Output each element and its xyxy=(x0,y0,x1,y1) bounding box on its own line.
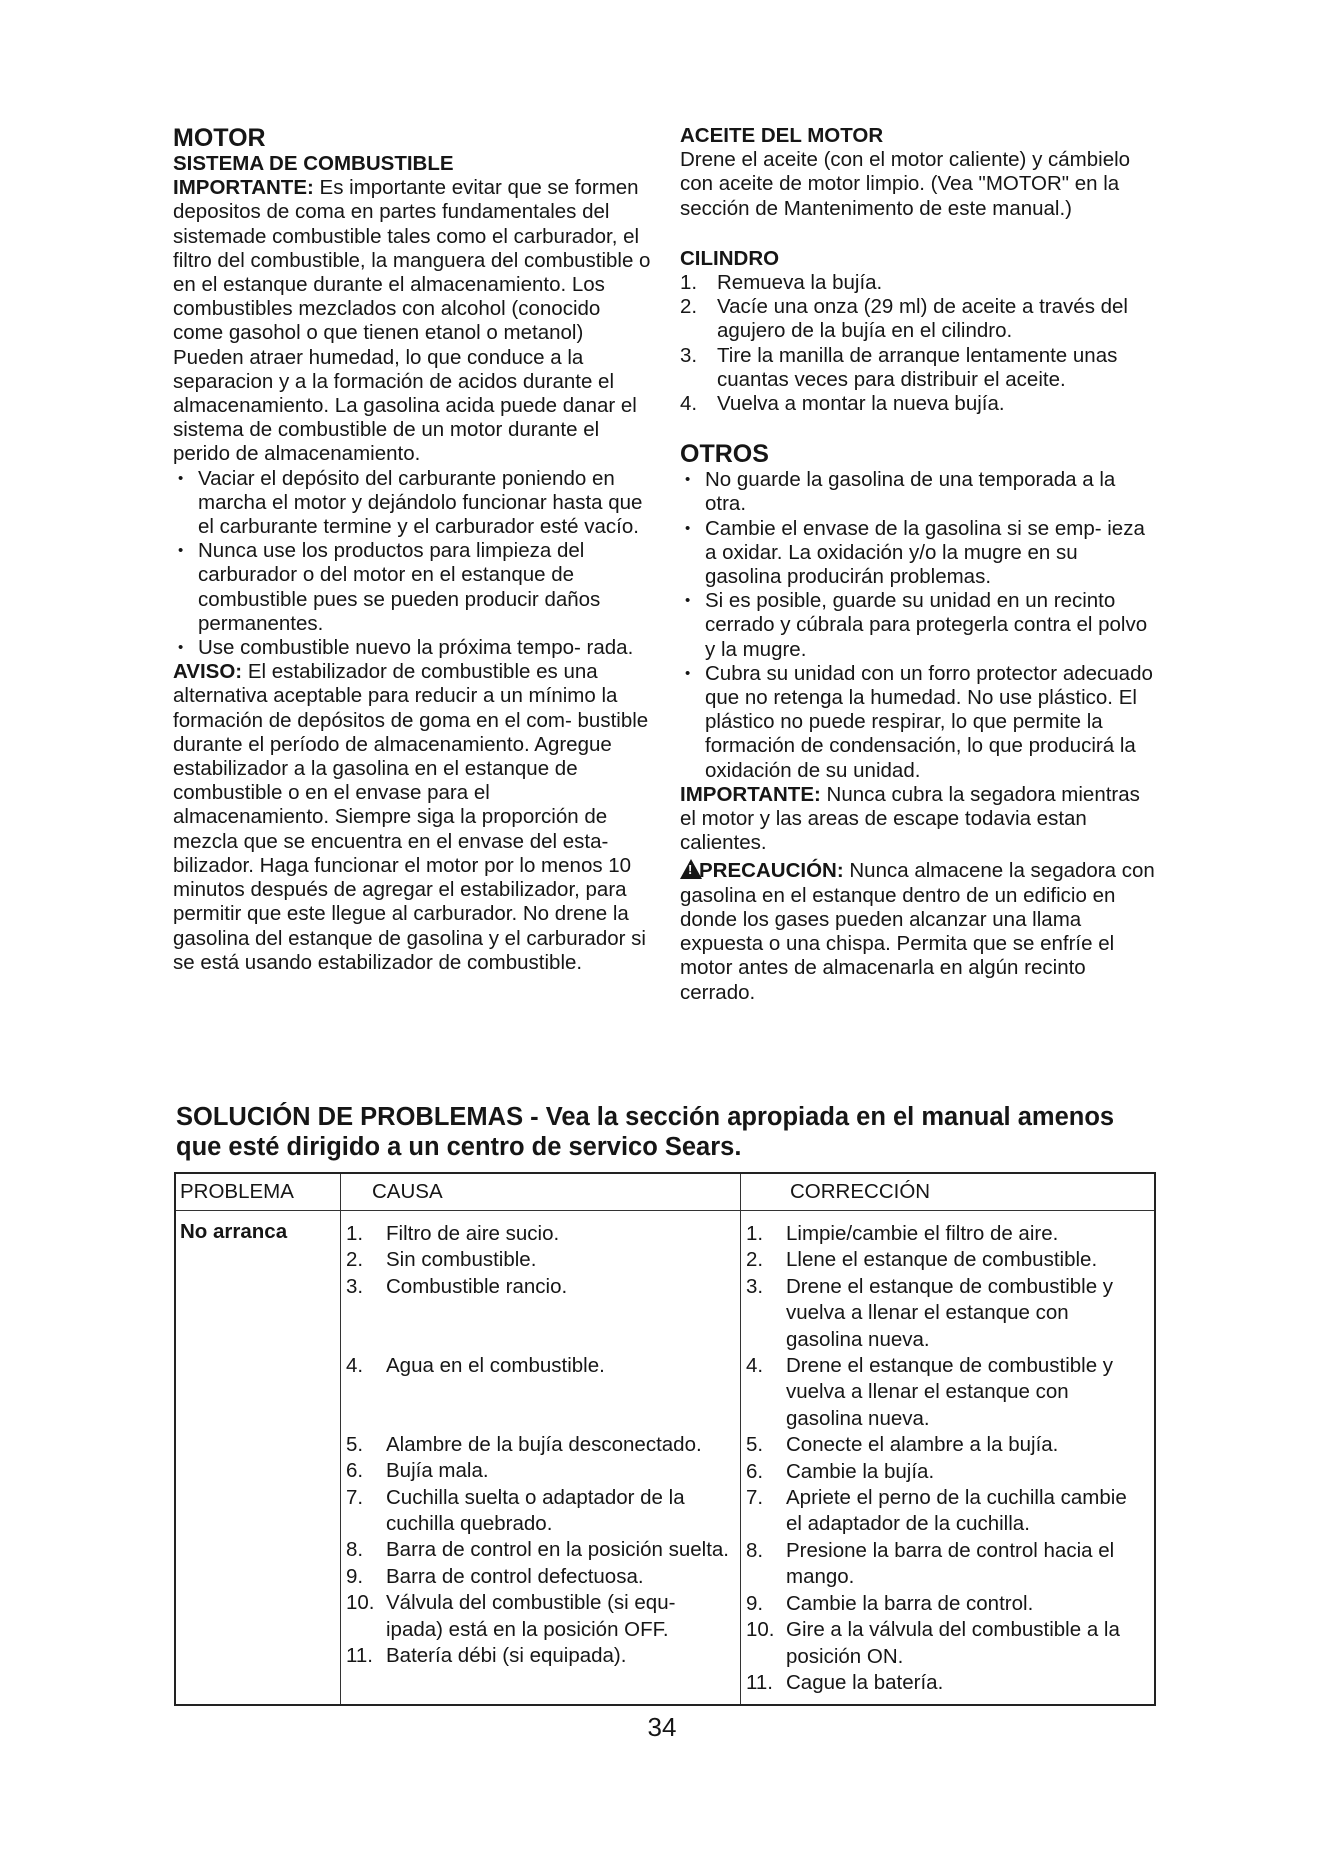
list-item xyxy=(680,295,1156,343)
list-item xyxy=(746,1432,1146,1458)
column-divider xyxy=(340,1174,341,1704)
list-item xyxy=(680,392,1156,416)
important-label: IMPORTANTE: xyxy=(680,782,821,806)
list-item xyxy=(746,1221,1146,1247)
warning-triangle-icon xyxy=(680,859,702,879)
item-number: 11. xyxy=(346,1644,373,1668)
list-item: • Si es posible, guarde su unidad en un recinto cerrado y cúbrala para protegerla contra el polvo y la mugre. xyxy=(680,589,1156,662)
item-number: 5. xyxy=(746,1433,764,1457)
item-text: Drene el estanque de combustible y vuelva a llenar el estanque con gasolina nueva. xyxy=(786,1354,1114,1430)
list-item xyxy=(346,1458,736,1484)
caution-paragraph xyxy=(680,859,1156,1004)
oil-heading: ACEITE DEL MOTOR xyxy=(680,124,884,147)
item-text: Barra de control en la posición suelta. xyxy=(386,1538,730,1562)
caution-label: PRECAUCIÓN: xyxy=(699,859,844,883)
item-number: 2. xyxy=(746,1248,764,1272)
item-text: Apriete el perno de la cuchilla cambie el adaptador de la cuchilla. xyxy=(786,1486,1127,1536)
header-divider xyxy=(176,1210,1154,1211)
list-item xyxy=(346,1432,736,1458)
item-number: 10. xyxy=(346,1591,375,1615)
list-item xyxy=(746,1591,1146,1617)
item-text: Alambre de la bujía desconectado. xyxy=(386,1432,702,1456)
item-number: 5. xyxy=(346,1432,364,1456)
list-item xyxy=(746,1617,1146,1670)
item-number: 2. xyxy=(346,1248,364,1272)
item-text: Sin combustible. xyxy=(386,1248,537,1272)
step-text: Vacíe una onza (29 ml) de aceite a través del agujero de la bujía en el cilindro. xyxy=(717,295,1128,343)
step-number: 4. xyxy=(680,392,698,416)
step-number: 1. xyxy=(680,271,698,295)
notice-text: El estabilizador de combustible es una alternativa aceptable para reducir a un mínimo la formación de depósitos de goma en el com- bustible durante el período de almacenamiento. Agregue estabilizador a la gasolina en el estanque de combustible o en el envase para el almacenamiento. Siempre siga la proporción de mezcla que se encuentra en el envase del esta- bilizador. Haga funcionar el motor por lo menos 10 minutos después de agregar el estabilizador, para permitir que este llegue al carburador. No drene la gasolina del estanque de gasolina y el carburador si se está usando estabilizador de combustible. xyxy=(173,660,649,974)
item-number: 11. xyxy=(746,1670,773,1694)
list-item xyxy=(346,1590,736,1643)
important-text: Es importante evitar que se formen depositos de coma en partes fundamentales del sistemade combustible tales como el carburador, el filtro del combustible, la manguera del combustible o en el estanque durante el almacenamiento. Los combustibles mezclados con alcohol (conocido come gasohol o que tienen etanol o metanol) Pueden atraer humedad, lo que conduce a la separacion y a la formación de acidos durante el almacenamiento. La gasolina acida puede danar el sistema de combustible de un motor durante el perido de almacenamiento. xyxy=(173,176,651,466)
notice-label: AVISO: xyxy=(173,660,243,684)
item-text: Limpie/cambie el filtro de aire. xyxy=(786,1222,1059,1245)
column-header-correction: CORRECCIÓN xyxy=(790,1180,931,1203)
page-number: 34 xyxy=(647,1712,677,1742)
corrections-list xyxy=(746,1221,1146,1696)
item-text: Bujía mala. xyxy=(386,1459,489,1483)
item-number: 1. xyxy=(746,1222,764,1245)
fuel-system-heading: SISTEMA DE COMBUSTIBLE xyxy=(173,152,454,175)
item-number: 8. xyxy=(746,1538,764,1562)
list-item xyxy=(746,1538,1146,1591)
list-item xyxy=(346,1247,736,1273)
other-bullet-list xyxy=(680,468,1156,783)
step-text: Remueva la bujía. xyxy=(717,271,883,295)
caution-text: Nunca almacene la segadora con gasolina en el estanque dentro de un edificio en donde los gases pueden alcanzar una llama expuesta o una chispa. Permita que se enfríe el motor antes de almacenarla en algún recinto cerrado. xyxy=(680,859,1155,1004)
item-number: 4. xyxy=(746,1354,764,1378)
list-item xyxy=(346,1485,736,1538)
item-text: Barra de control defectuosa. xyxy=(386,1564,644,1588)
item-text: Presione la barra de control hacia el mango. xyxy=(786,1538,1115,1589)
list-item: • Nunca use los productos para limpieza del carburador o del motor en el estanque de combustible pues se pueden producir daños permanentes. xyxy=(173,539,651,636)
item-text: Filtro de aire sucio. xyxy=(386,1222,560,1245)
item-text: Cague la batería. xyxy=(786,1670,944,1694)
important-paragraph xyxy=(680,783,1156,856)
right-column xyxy=(680,124,1156,1005)
cylinder-heading: CILINDRO xyxy=(680,246,780,270)
list-item: • No guarde la gasolina de una temporada a la otra. xyxy=(680,468,1156,516)
list-item xyxy=(746,1353,1146,1432)
list-item: • Cubra su unidad con un forro protector adecuado que no retenga la humedad. No use plástico. El plástico no puede respirar, lo que permite la formación de condensación, lo que producirá la oxidación de su unidad. xyxy=(680,662,1156,783)
list-item: • Use combustible nuevo la próxima tempo- rada. xyxy=(173,636,651,660)
item-number: 9. xyxy=(746,1591,764,1615)
item-number: 4. xyxy=(346,1353,364,1377)
list-item xyxy=(680,344,1156,392)
item-number: 10. xyxy=(746,1618,775,1642)
list-item xyxy=(746,1670,1146,1696)
item-text: Válvula del combustible (si equ- ipada) está en la posición OFF. xyxy=(386,1591,676,1641)
list-item xyxy=(346,1537,736,1563)
important-label: IMPORTANTE: xyxy=(173,176,314,200)
problem-cell: No arranca xyxy=(180,1220,288,1243)
list-item: • Vaciar el depósito del carburante poniendo en marcha el motor y dejándolo funcionar hasta que el carburante termine y el carburador esté vacío. xyxy=(173,467,651,540)
list-item xyxy=(680,271,1156,295)
item-text: Drene el estanque de combustible y vuelva a llenar el estanque con gasolina nueva. xyxy=(786,1274,1114,1351)
list-item xyxy=(746,1247,1146,1273)
item-text: Cambie la bujía. xyxy=(786,1459,935,1483)
list-item xyxy=(346,1274,736,1353)
cylinder-steps xyxy=(680,271,1156,416)
item-text: Batería débi (si equipada). xyxy=(386,1644,627,1668)
list-item: • Cambie el envase de la gasolina si se emp- ieza a oxidar. La oxidación y/o la mugre en su gasolina producirán problemas. xyxy=(680,517,1156,590)
important-paragraph xyxy=(173,176,651,466)
list-item xyxy=(746,1485,1146,1538)
step-text: Vuelva a montar la nueva bujía. xyxy=(717,392,1005,416)
list-item xyxy=(746,1459,1146,1485)
item-text: Combustible rancio. xyxy=(386,1274,568,1298)
column-header-problem: PROBLEMA xyxy=(180,1180,294,1203)
step-number: 3. xyxy=(680,343,698,367)
item-number: 7. xyxy=(746,1486,764,1510)
item-text: Cambie la barra de control. xyxy=(786,1591,1034,1615)
item-number: 9. xyxy=(346,1564,364,1588)
step-text: Tire la manilla de arranque lentamente unas cuantas veces para distribuir el aceite. xyxy=(717,343,1118,391)
item-number: 7. xyxy=(346,1485,364,1509)
list-item xyxy=(346,1221,736,1247)
item-text: Llene el estanque de combustible. xyxy=(786,1248,1098,1272)
fuel-bullet-list xyxy=(173,467,651,661)
list-item xyxy=(346,1643,736,1669)
troubleshooting-title: SOLUCIÓN DE PROBLEMAS - Vea la sección apropiada en el manual amenos que esté dirigido a un centro de servico Sears. xyxy=(176,1103,1115,1161)
notice-paragraph xyxy=(173,660,651,975)
item-text: Conecte el alambre a la bujía. xyxy=(786,1433,1059,1457)
troubleshooting-table xyxy=(174,1172,1156,1706)
item-number: 8. xyxy=(346,1538,364,1562)
list-item xyxy=(346,1564,736,1590)
item-text: Gire a la válvula del combustible a la posición ON. xyxy=(786,1618,1120,1668)
motor-heading: MOTOR xyxy=(173,124,266,152)
oil-text: Drene el aceite (con el motor caliente) y cámbielo con aceite de motor limpio. (Vea "MOTOR" en la sección de Mantenimento de este manual.) xyxy=(680,148,1131,220)
list-item xyxy=(346,1353,736,1432)
item-text: Cuchilla suelta o adaptador de la cuchilla quebrado. xyxy=(386,1485,685,1536)
causes-list xyxy=(346,1221,736,1669)
other-heading: OTROS xyxy=(680,440,769,469)
item-number: 3. xyxy=(746,1274,764,1298)
item-number: 1. xyxy=(346,1222,364,1245)
item-number: 6. xyxy=(346,1459,364,1483)
item-number: 3. xyxy=(346,1274,364,1298)
item-number: 6. xyxy=(746,1459,764,1483)
column-divider xyxy=(740,1174,741,1704)
list-item xyxy=(746,1274,1146,1353)
column-header-cause: CAUSA xyxy=(372,1180,443,1203)
item-text: Agua en el combustible. xyxy=(386,1353,605,1377)
step-number: 2. xyxy=(680,295,698,319)
left-column xyxy=(173,124,651,975)
important-text: Nunca cubra la segadora mientras el motor y las areas de escape todavia estan calientes. xyxy=(680,782,1140,855)
